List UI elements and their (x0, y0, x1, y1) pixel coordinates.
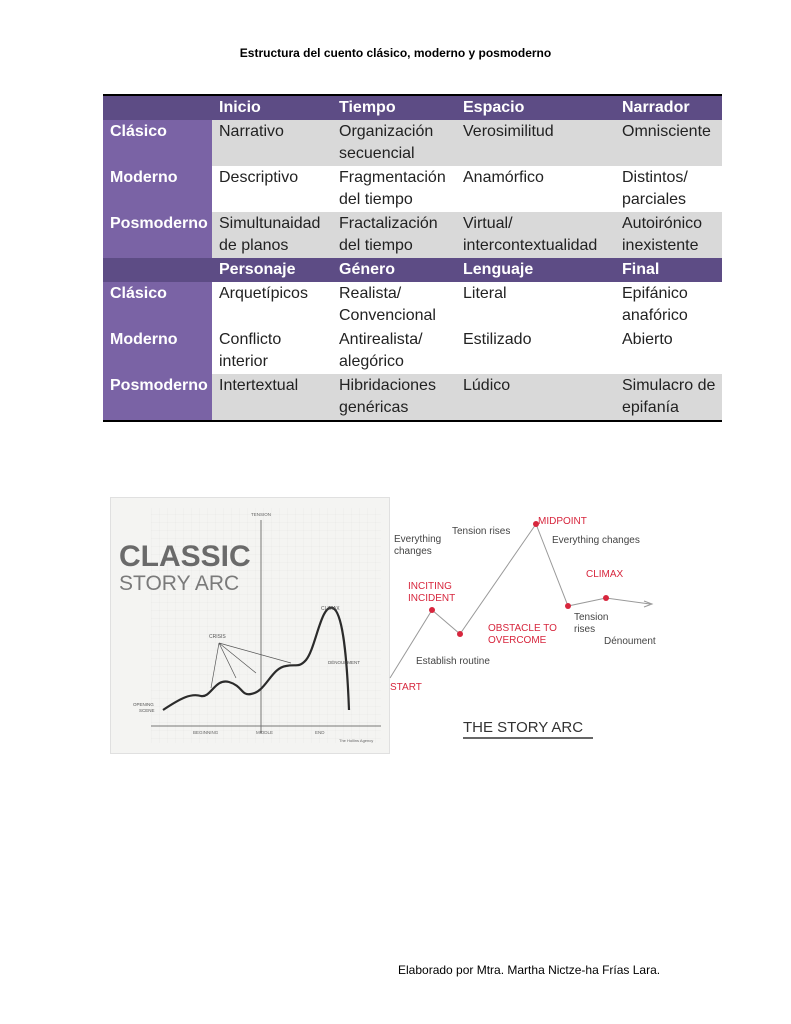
header-cell: Tiempo (332, 95, 456, 120)
header-cell: Género (332, 258, 456, 282)
header-corner-cell (103, 258, 212, 282)
table-row (103, 374, 722, 421)
inciting-point (429, 607, 435, 613)
row-label: Posmoderno (103, 374, 212, 421)
table-cell: Realista/ Convencional (332, 282, 456, 328)
row-label: Posmoderno (103, 212, 212, 258)
opening-label-2: SCENE (139, 708, 155, 713)
table-row (103, 328, 722, 374)
axis-top-label: TENSION (250, 512, 272, 517)
row-label: Clásico (103, 120, 212, 166)
table-cell: Lúdico (456, 374, 615, 421)
tension-label-2: rises (574, 624, 596, 635)
comparison-table (103, 94, 722, 422)
table-cell: Descriptivo (212, 166, 332, 212)
table-cell: Distintos/ parciales (615, 166, 722, 212)
table-cell: Anamórfico (456, 166, 615, 212)
beginning-label: BEGINNING (193, 730, 219, 735)
table-cell: Virtual/ intercontextualidad (456, 212, 615, 258)
classic-title-line1: CLASSIC (119, 540, 251, 573)
everything-changes-label: Everything changes (552, 535, 640, 546)
story-arc-graphic (388, 500, 678, 750)
header-cell: Espacio (456, 95, 615, 120)
classic-arc-graphic (111, 498, 389, 753)
table-row (103, 212, 722, 258)
table-cell: Abierto (615, 328, 722, 374)
end-label: END (315, 730, 325, 735)
table-cell: Epifánico anafórico (615, 282, 722, 328)
table-cell: Intertextual (212, 374, 332, 421)
classic-title-line2: STORY ARC (119, 572, 240, 595)
table-cell: Autoirónico inexistente (615, 212, 722, 258)
table-cell: Narrativo (212, 120, 332, 166)
table-cell: Hibridaciones genéricas (332, 374, 456, 421)
header-cell: Inicio (212, 95, 332, 120)
row-label: Clásico (103, 282, 212, 328)
table-cell: Literal (456, 282, 615, 328)
tension-point (565, 603, 571, 609)
story-arc-image (388, 500, 678, 750)
table-cell: Organización secuencial (332, 120, 456, 166)
classic-story-arc-image (110, 497, 390, 754)
opening-label-1: OPENING (133, 702, 154, 707)
crisis-label: CRISIS (209, 634, 226, 640)
table-cell: Fractalización del tiempo (332, 212, 456, 258)
row-label: Moderno (103, 166, 212, 212)
table-row (103, 120, 722, 166)
everything-label-1: Everything (394, 534, 442, 545)
tension-label-1: Tension (574, 612, 609, 623)
table-row (103, 282, 722, 328)
table-cell: Verosimilitud (456, 120, 615, 166)
start-label: START (390, 682, 422, 693)
obstacle-point (457, 631, 463, 637)
obstacle-label-2: OVERCOME (488, 635, 547, 646)
header-corner-cell (103, 95, 212, 120)
table-header-row (103, 258, 722, 282)
table-cell: Estilizado (456, 328, 615, 374)
header-cell: Lenguaje (456, 258, 615, 282)
table-header-row (103, 95, 722, 120)
table-cell: Fragmentación del tiempo (332, 166, 456, 212)
middle-label: MIDDLE (256, 730, 274, 735)
everything-label-2: changes (394, 546, 432, 557)
document-title: Estructura del cuento clásico, moderno y posmoderno (239, 46, 552, 60)
header-cell: Personaje (212, 258, 332, 282)
climax-label: CLIMAX (586, 569, 624, 580)
header-cell: Narrador (615, 95, 722, 120)
midpoint-label: MIDPOINT (538, 516, 587, 527)
table-cell: Simulacro de epifanía (615, 374, 722, 421)
table-cell: Arquetípicos (212, 282, 332, 328)
inciting-label-2: INCIDENT (408, 593, 456, 604)
denouement-label: Dénoument (604, 636, 656, 647)
establish-label: Establish routine (416, 656, 490, 667)
row-label: Moderno (103, 328, 212, 374)
climax-label: CLIMAX (321, 606, 340, 612)
header-cell: Final (615, 258, 722, 282)
denouement-label: DÉNOUEMENT (328, 660, 361, 665)
table-cell: Simultunaidad de planos (212, 212, 332, 258)
table-cell: Omnisciente (615, 120, 722, 166)
climax-point (603, 595, 609, 601)
tension-rises-label: Tension rises (452, 526, 511, 537)
obstacle-label-1: OBSTACLE TO (488, 623, 557, 634)
footer-credit: Elaborado por Mtra. Martha Nictze-ha Frías Lara. (398, 963, 661, 977)
table-cell: Antirealista/ alegórico (332, 328, 456, 374)
table-cell: Conflicto interior (212, 328, 332, 374)
credit-label: The Hollins Agency (339, 738, 374, 743)
inciting-label-1: INCITING (408, 581, 452, 592)
story-arc-caption: THE STORY ARC (463, 719, 584, 736)
table-row (103, 166, 722, 212)
